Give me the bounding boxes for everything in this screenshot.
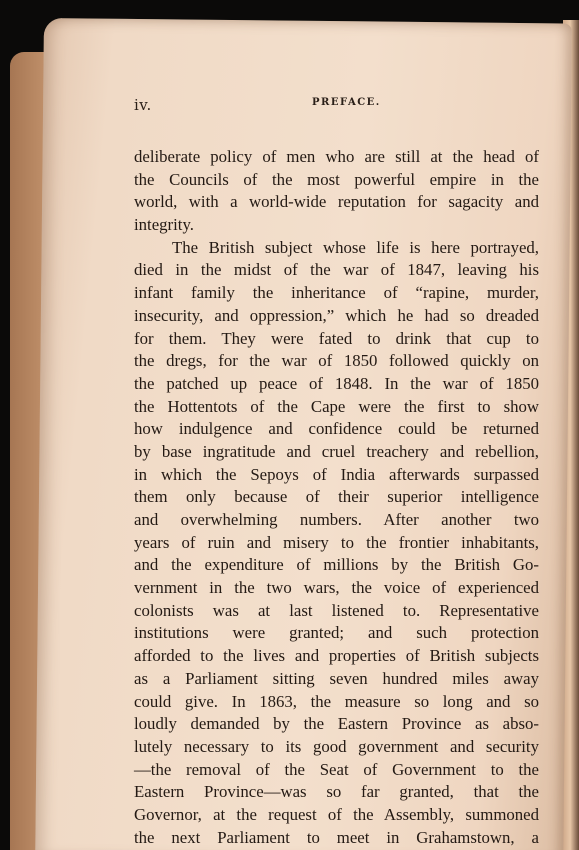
text-line: the patched up peace of 1848. In the war of 1850 (134, 373, 539, 393)
text-line: the dregs, for the war of 1850 followed quickly on (134, 351, 539, 371)
text-line: vernment in the two wars, the voice of experienced (134, 578, 539, 598)
text-line: —the removal of the Seat of Government to the (134, 759, 539, 779)
text-line: integrity. (134, 215, 194, 235)
text-line: the next Parliament to meet in Grahamstown, a (134, 827, 539, 847)
page-number: iv. (134, 96, 152, 114)
text-line: and the expenditure of millions by the British Go- (134, 555, 539, 575)
text-line: as a Parliament sitting seven hundred miles away (134, 668, 539, 688)
text-line: infant family the inheritance of “rapine, murder, (134, 283, 539, 303)
text-line: them only because of their superior intelligence (134, 487, 539, 507)
text-line: years of ruin and misery to the frontier inhabitants, (134, 532, 539, 552)
body-text (134, 146, 539, 849)
text-line: by base ingratitude and cruel treachery and rebellion, (134, 441, 539, 461)
text-line: The British subject whose life is here portrayed, (172, 237, 539, 257)
text-line: how indulgence and confidence could be returned (134, 419, 539, 439)
text-line: and overwhelming numbers. After another two (134, 510, 539, 529)
text-line: for them. They were fated to drink that cup to (134, 328, 539, 348)
text-line: died in the midst of the war of 1847, leaving his (134, 260, 539, 280)
text-line: loudly demanded by the Eastern Province as abso- (134, 714, 539, 734)
text-line: Eastern Province—was so far granted, that the (134, 782, 539, 802)
text-line: the Councils of the most powerful empire in the (134, 169, 539, 189)
text-line: Governor, at the request of the Assembly, summoned (134, 804, 539, 824)
text-line: insecurity, and oppression,” which he had so dreaded (134, 305, 539, 325)
page-header (134, 96, 534, 116)
text-line: colonists was at last listened to. Representative (134, 600, 539, 620)
text-line: the Hottentots of the Cape were the first to show (134, 396, 539, 416)
text-line: in which the Sepoys of India afterwards surpassed (134, 464, 539, 484)
running-head: PREFACE. (312, 97, 381, 108)
text-line: afforded to the lives and properties of British subjects (134, 646, 539, 666)
text-line: lutely necessary to its good government and security (134, 736, 539, 756)
text-line: deliberate policy of men who are still at the head of (134, 147, 539, 166)
text-line: could give. In 1863, the measure so long and so (134, 691, 539, 711)
text-line: institutions were granted; and such protection (134, 623, 539, 643)
text-line: world, with a world-wide reputation for sagacity and (134, 192, 539, 212)
